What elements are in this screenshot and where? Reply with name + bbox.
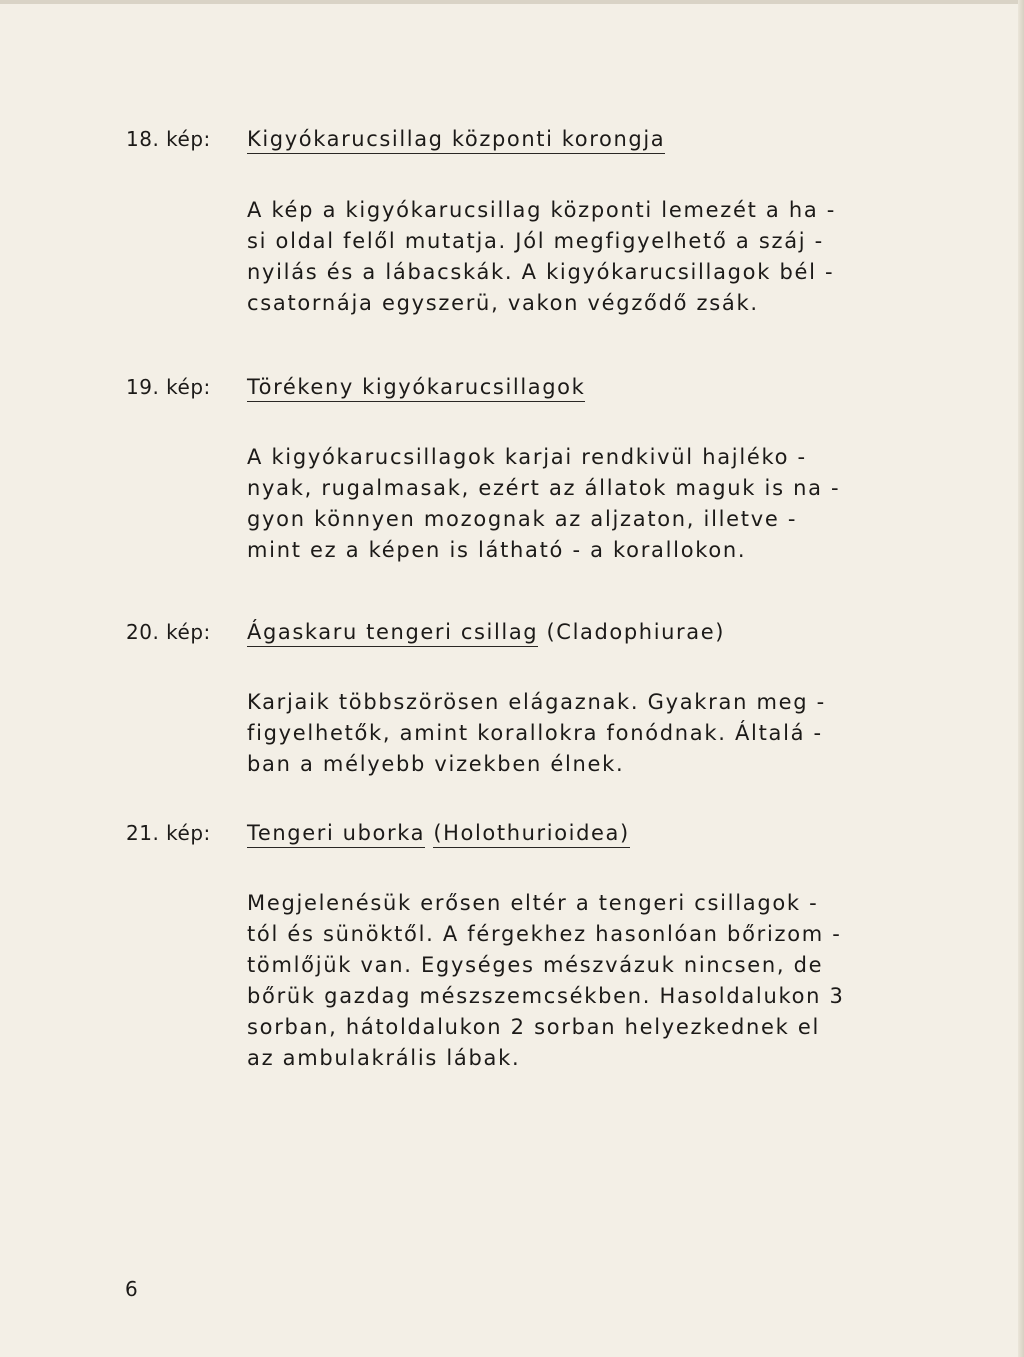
entry-18-number: 18. kép: [126, 127, 211, 151]
entry-19-title [247, 372, 585, 402]
entry-18-description [247, 195, 907, 319]
entry-20-title-latin: (Cladophiurae) [546, 620, 726, 644]
entry-19-description [247, 442, 907, 566]
entry-21-line-6: az ambulakrális lábak. [247, 1046, 521, 1070]
entry-20-description [247, 687, 907, 780]
entry-19-number: 19. kép: [126, 375, 211, 399]
entry-18-title [247, 124, 665, 154]
entry-20-line-1: Karjaik többszörösen elágaznak. Gyakran meg - [247, 690, 826, 714]
entry-21-title-text: Tengeri uborka [247, 821, 425, 848]
entry-20-line-2: figyelhetők, amint korallokra fonódnak. Általá - [247, 721, 823, 745]
entry-19-line-3: gyon könnyen mozognak az aljzaton, illetve - [247, 507, 798, 531]
entry-18-line-1: A kép a kigyókarucsillag központi lemezét a ha - [247, 198, 837, 222]
entry-18-heading [0, 124, 1000, 154]
entry-21-title [247, 818, 630, 848]
entry-21-line-5: sorban, hátoldalukon 2 sorban helyezkednek el [247, 1015, 821, 1039]
entry-21-number: 21. kép: [126, 821, 211, 845]
entry-19-heading [0, 372, 1000, 402]
entry-20-line-3: ban a mélyebb vizekben élnek. [247, 752, 625, 776]
entry-20-title-text: Ágaskaru tengeri csillag [247, 620, 538, 647]
entry-21-line-3: tömlőjük van. Egységes mészvázuk nincsen, de [247, 953, 824, 977]
entry-21-heading [0, 818, 1000, 848]
entry-21-description [247, 888, 907, 1074]
entry-19-line-4: mint ez a képen is látható - a korallokon. [247, 538, 747, 562]
entry-21-line-2: tól és sünöktől. A férgekhez hasonlóan bőrizom - [247, 922, 842, 946]
page-number: 6 [125, 1277, 138, 1301]
entry-20-heading [0, 617, 1000, 647]
page-right-edge [1018, 0, 1024, 1357]
page-top-edge [0, 0, 1024, 4]
entry-18-line-3: nyilás és a lábacskák. A kigyókarucsillagok bél - [247, 260, 835, 284]
entry-20-title [247, 617, 725, 647]
entry-19-line-2: nyak, rugalmasak, ezért az állatok maguk is na - [247, 476, 841, 500]
entry-19-title-text: Törékeny kigyókarucsillagok [247, 375, 585, 402]
entry-18-title-text: Kigyókarucsillag központi korongja [247, 127, 665, 154]
entry-21-line-1: Megjelenésük erősen eltér a tengeri csillagok - [247, 891, 819, 915]
entry-20-number: 20. kép: [126, 620, 211, 644]
entry-18-line-2: si oldal felől mutatja. Jól megfigyelhető a száj - [247, 229, 824, 253]
entry-18-line-4: csatornája egyszerü, vakon végződő zsák. [247, 291, 759, 315]
entry-21-title-latin: (Holothurioidea) [433, 821, 629, 848]
entry-19-line-1: A kigyókarucsillagok karjai rendkivül hajléko - [247, 445, 807, 469]
entry-21-line-4: bőrük gazdag mészszemcsékben. Hasoldalukon 3 [247, 984, 845, 1008]
